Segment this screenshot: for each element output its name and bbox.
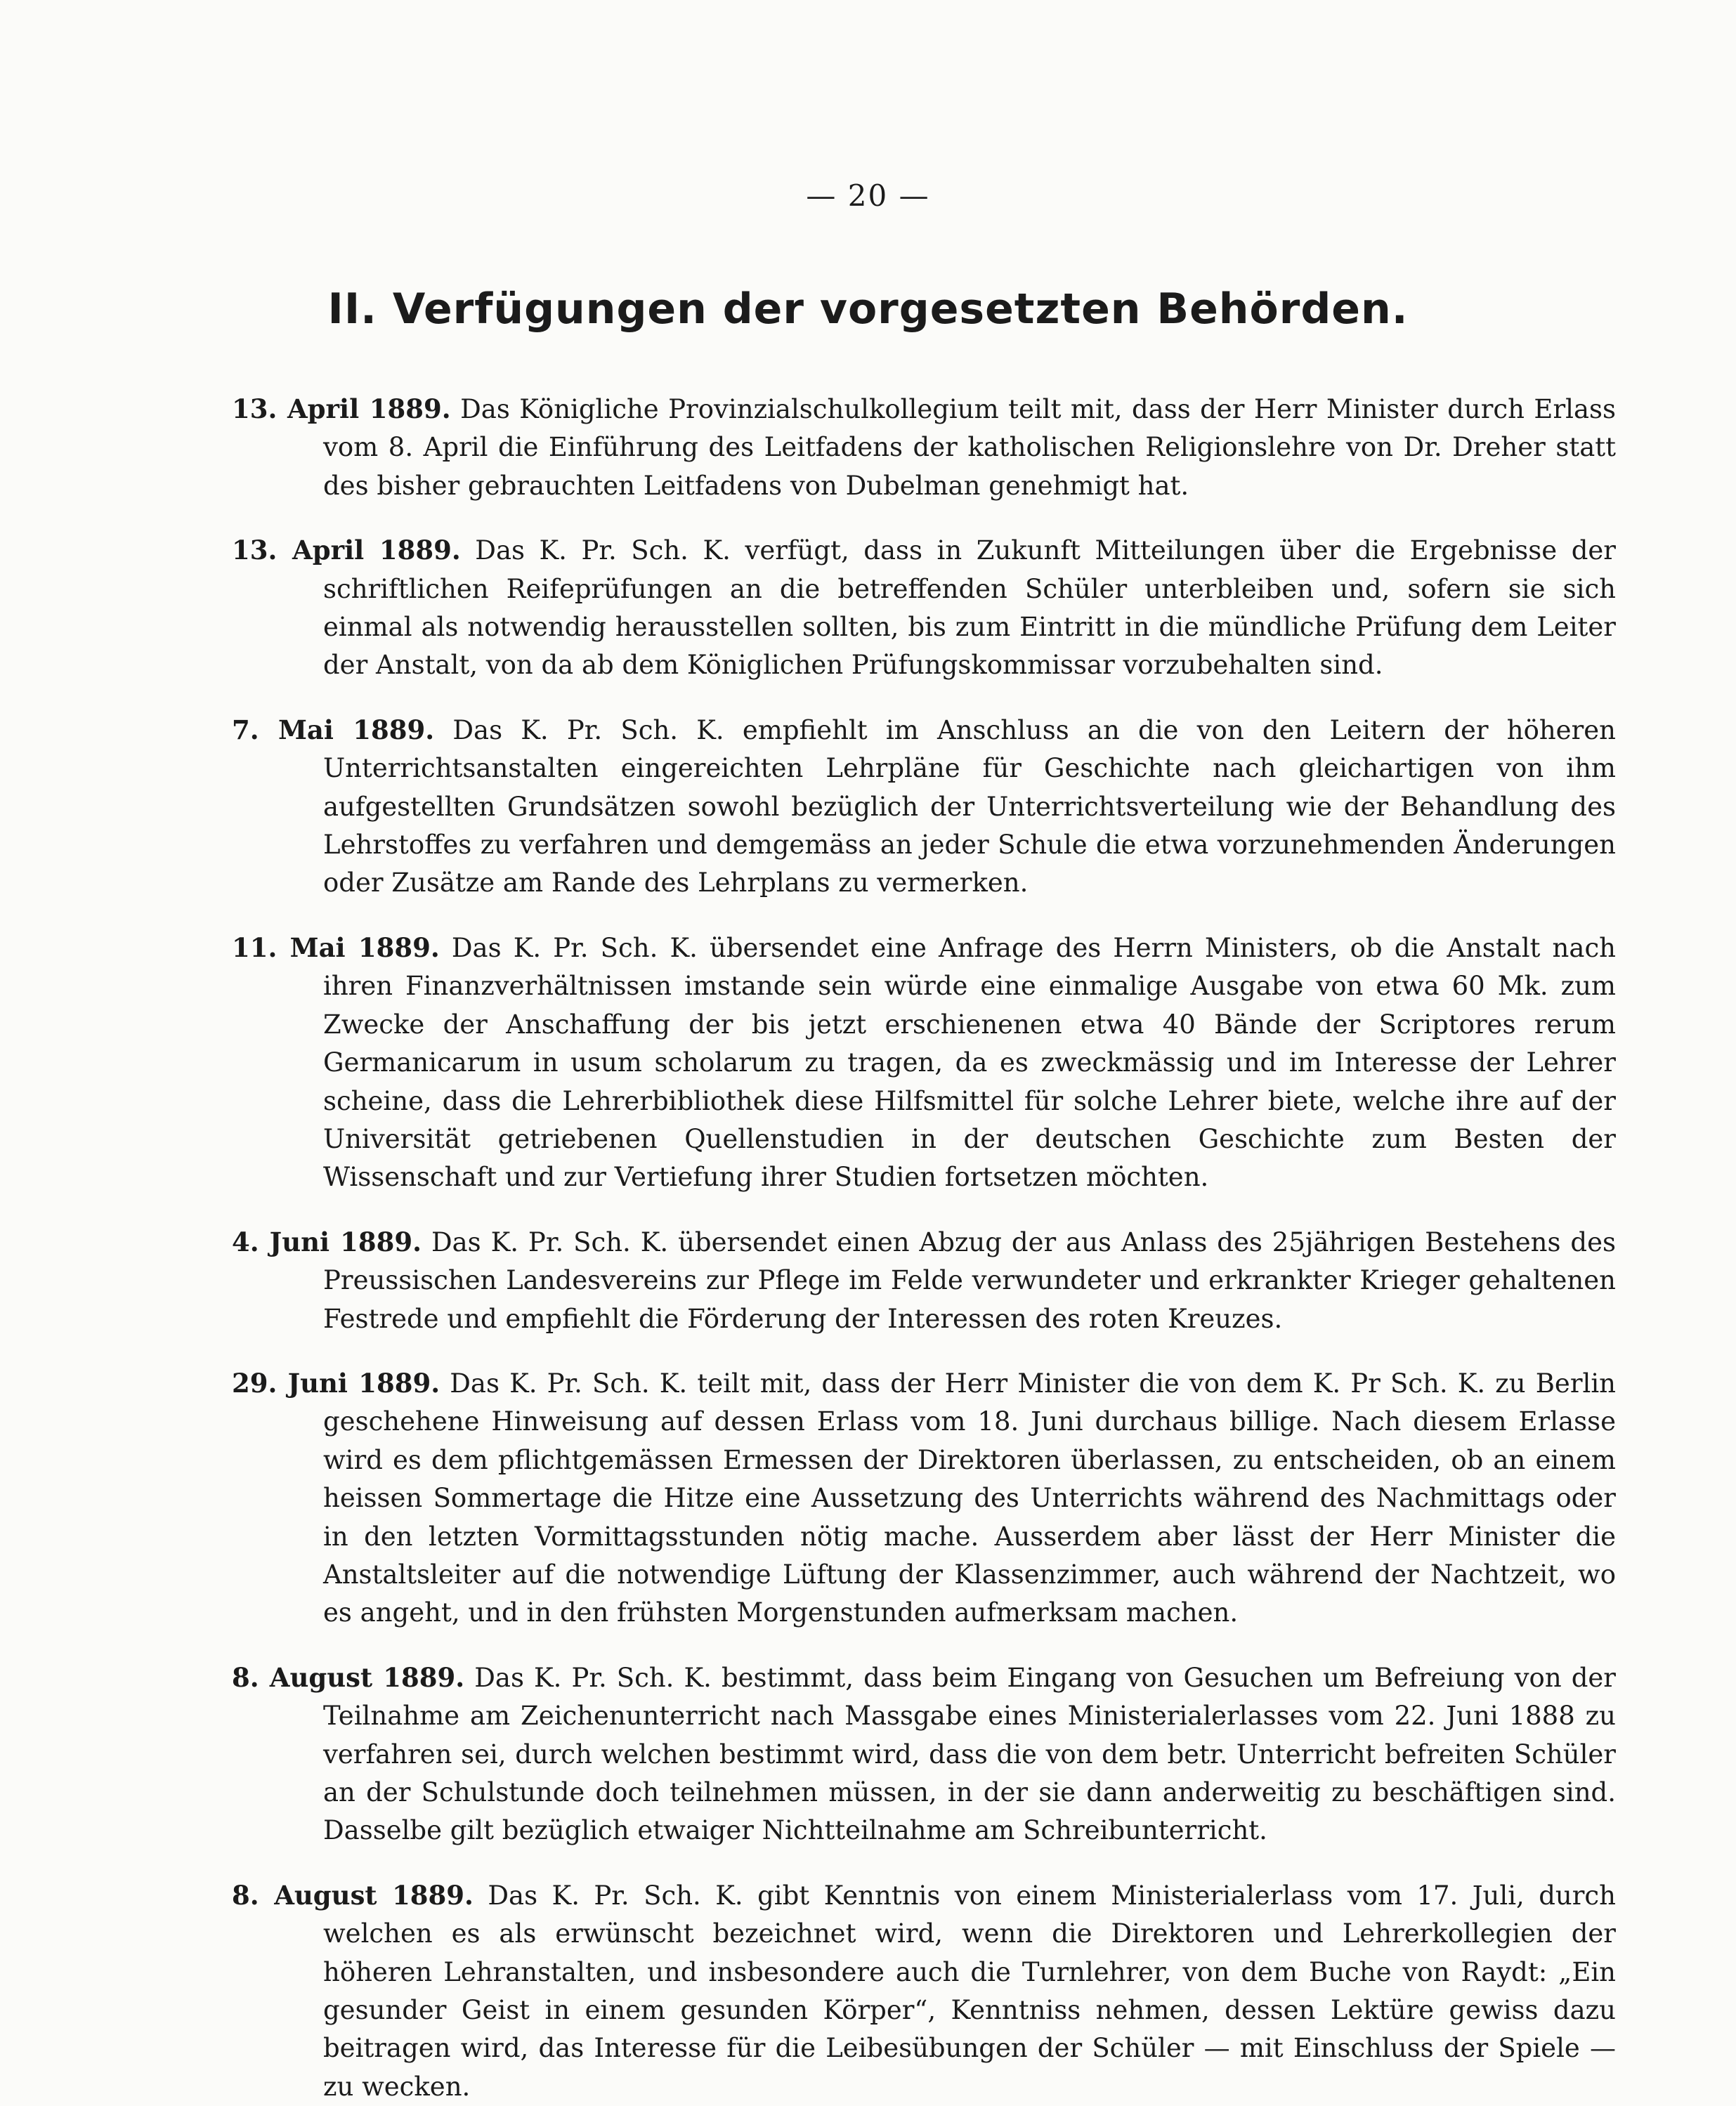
decree-date: 8. August 1889. (232, 1661, 465, 1693)
decree-entry (232, 1223, 1616, 1338)
decree-entry (232, 390, 1616, 505)
decree-text: Das K. Pr. Sch. K. teilt mit, dass der Herr Minister die von dem K. Pr Sch. K. zu Berlin geschehene Hinweisung auf dessen Erlass vom 18. Juni durchaus billige. Nach diesem Erlasse wird es dem pflichtgemässen Ermessen der Direktoren überlassen, zu entscheiden, ob an einem heissen Sommertage die Hitze eine Aussetzung des Unterrichts während des Nachmittags oder in den letzten Vormittagsstunden nötig mache. Ausserdem aber lässt der Herr Minister die Anstaltsleiter auf die notwendige Lüftung der Klassenzimmer, auch während der Nachtzeit, wo es angeht, und in den frühsten Morgenstunden aufmerksam machen. (323, 1368, 1617, 1628)
decree-date: 11. Mai 1889. (232, 931, 440, 963)
decree-date: 13. April 1889. (232, 535, 461, 566)
decree-text: Das Königliche Provinzialschulkollegium teilt mit, dass der Herr Minister durch Erlass vom 8. April die Einführung des Leitfadens der katholischen Religionslehre von Dr. Dreher statt des bisher gebrauchten Leitfadens von Dubelman genehmigt hat. (323, 394, 1616, 501)
decree-date: 7. Mai 1889. (232, 714, 435, 745)
decree-entry (232, 1364, 1616, 1633)
decree-entry (232, 1659, 1616, 1850)
decree-entry (232, 1876, 1616, 2106)
decree-entry (232, 929, 1616, 1197)
page-number: — 20 — (806, 178, 930, 213)
decree-text: Das K. Pr. Sch. K. übersendet eine Anfrage des Herrn Ministers, ob die Anstalt nach ihren Finanzverhältnissen imstande sein würde eine einmalige Ausgabe von etwa 60 Mk. zum Zwecke der Anschaffung der bis jetzt erschienenen etwa 40 Bände der Scriptores rerum Germanicarum in usum scholarum zu tragen, da es zweckmässig und im Interesse der Lehrer scheine, dass die Lehrerbibliothek diese Hilfsmittel für solche Lehrer biete, welche ihre auf der Universität getriebenen Quellenstudien in der deutschen Geschichte zum Besten der Wissenschaft und zur Vertiefung ihrer Studien fortsetzen möchten. (323, 932, 1616, 1193)
decree-date: 29. Juni 1889. (232, 1367, 440, 1399)
decree-list (232, 364, 1616, 2106)
section-heading: II. Verfügungen der vorgesetzten Behörden. (327, 284, 1409, 334)
decree-text: Das K. Pr. Sch. K. empfiehlt im Anschluss an die von den Leitern der höheren Unterrichtsanstalten eingereichten Lehrpläne für Geschichte nach gleichartigen von ihm aufgestellten Grundsätzen sowohl bezüglich der Unterrichtsverteilung wie der Behandlung des Lehrstoffes zu verfahren und demgemäss an jeder Schule die etwa vorzunehmenden Änderungen oder Zusätze am Rande des Lehrplans zu vermerken. (323, 714, 1616, 898)
decree-date: 13. April 1889. (232, 393, 451, 424)
decree-text: Das K. Pr. Sch. K. übersendet einen Abzug der aus Anlass des 25jährigen Bestehens des Preussischen Landesvereins zur Pflege im Felde verwundeter und erkrankter Krieger gehaltenen Festrede und empfiehlt die Förderung der Interessen des roten Kreuzes. (323, 1227, 1616, 1334)
decree-entry (232, 711, 1616, 903)
decree-date: 4. Juni 1889. (232, 1226, 422, 1257)
decree-text: Das K. Pr. Sch. K. gibt Kenntnis von einem Ministerialerlass vom 17. Juli, durch welchen es als erwünscht bezeichnet wird, wenn die Direktoren und Lehrerkollegien der höheren Lehranstalten, und insbesondere auch die Turnlehrer, von dem Buche von Raydt: „Ein gesunder Geist in einem gesunden Körper“, Kenntniss nehmen, dessen Lektüre gewiss dazu beitragen wird, das Interesse für die Leibesübungen der Schüler — mit Einschluss der Spiele — zu wecken. (323, 1880, 1616, 2102)
decree-date: 8. August 1889. (232, 1879, 474, 1911)
decree-text: Das K. Pr. Sch. K. verfügt, dass in Zukunft Mitteilungen über die Ergebnisse der schriftlichen Reifeprüfungen an die betreffenden Schüler unterbleiben und, sofern sie sich einmal als notwendig herausstellen sollten, bis zum Eintritt in die mündliche Prüfung dem Leiter der Anstalt, von da ab dem Königlichen Prüfungskommissar vorzubehalten sind. (323, 535, 1616, 681)
decree-entry (232, 531, 1616, 685)
decree-text: Das K. Pr. Sch. K. bestimmt, dass beim Eingang von Gesuchen um Befreiung von der Teilnahme am Zeichenunterricht nach Massgabe eines Ministerialerlasses vom 22. Juni 1888 zu verfahren sei, durch welchen bestimmt wird, dass die von dem betr. Unterricht befreiten Schüler an der Schulstunde doch teilnehmen müssen, in der sie dann anderweitig zu beschäftigen sind. Dasselbe gilt bezüglich etwaiger Nichtteilnahme am Schreibunterricht. (323, 1662, 1616, 1846)
